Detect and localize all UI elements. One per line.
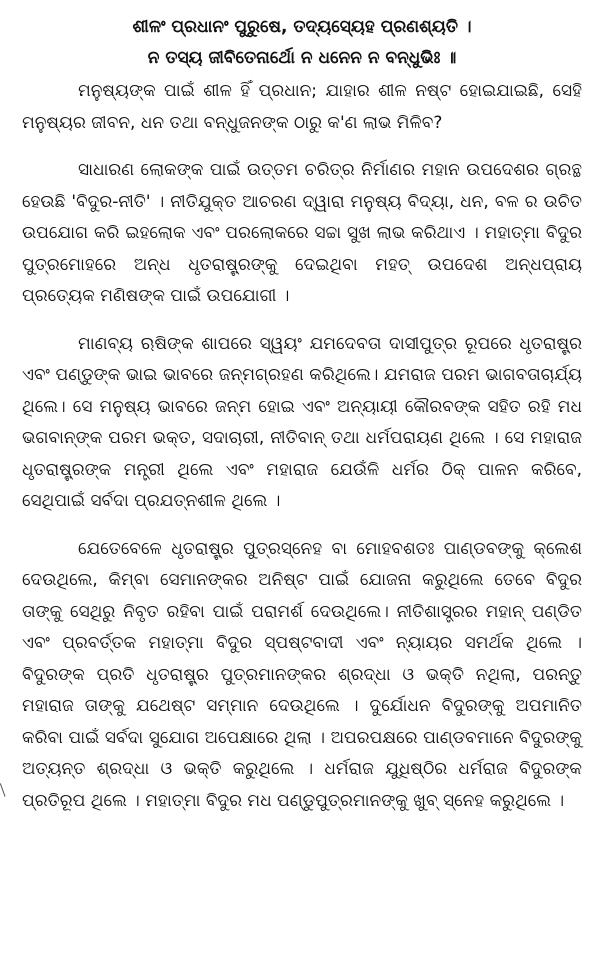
verse-line-2: ନ ତସ୍ୟ ଜୀବିତେ‌ନାର୍ଥୋ ନ ଧନେନ ନ ବନ୍ଧୁଭିଃ ॥ (147, 48, 457, 68)
paragraph-4: ଯେତେବେଳେ ଧୃତରାଷ୍ଟ୍ର ପୁତ୍ରସ୍ନେହ ବା ମୋହବଶତଃ ପାଣ୍ଡବଙ୍କୁ କ୍ଲେଶ ଦେଉଥିଲେ, କିମ୍ବା ସେମାନଙ୍କର ଅନିଷ୍ଟ ପାଇଁ ଯୋଜନା କରୁଥିଲେ ତେବେ ବିଦୁର ତାଙ୍କୁ ସେଥିରୁ ନିବୃତ ରହିବା ପାଇଁ ପରାମର୍ଶ ଦେଉଥିଲେ। ନୀତିଶାସ୍ତ୍ରର ମହାନ୍ ପଣ୍ଡିତ ଏବଂ ପ୍ରବର୍ତ୍ତକ ମହାତ୍ମା ବିଦୁର ସ୍ପଷ୍ଟବାଦୀ ଏବଂ ନ୍ୟାୟର ସମର୍ଥକ ଥିଲେ । ବିଦୁରଙ୍କ ପ୍ରତି ଧୃତରାଷ୍ଟ୍ର ପୁତ୍ରମାନଙ୍କର ଶ୍ରଦ୍ଧା ଓ ଭକ୍ତି ନଥିଲା, ପରନ୍ତୁ ମହାରାଜ ତାଙ୍କୁ ଯଥେଷ୍ଟ ସମ୍ମାନ ଦେଉଥିଲେ । ଦୁର୍ଯୋଧନ ବିଦୁରଙ୍କୁ ଅପମାନିତ କରିବା ପାଇଁ ସର୍ବଦା ସୁଯୋଗ ଅପେକ୍ଷାରେ ଥିଲା । ଅପରପକ୍ଷରେ ପାଣ୍ଡବମାନେ ବିଦୁରଙ୍କୁ ଅତ୍ୟନ୍ତ ଶ୍ରଦ୍ଧା ଓ ଭକ୍ତି କରୁଥିଲେ । ଧର୍ମରାଜ ଯୁଧିଷ୍ଠିର ଧର୍ମରାଜ ବିଦୁରଙ୍କ ପ୍ରତିରୂପ ଥିଲେ । ମହାତ୍ମା ବିଦୁର ମଧ ପଣ୍ଡୁପୁତ୍ରମାନଙ୍କୁ ଖୁବ୍ ସ୍ନେହ କରୁଥିଲେ । (22, 538, 582, 811)
verse-line-1: ଶୀଳଂ ପ୍ରଧାନଂ ପୁରୁଷେ, ତଦ୍ୟସ୍ୟେହ ପ୍ରଣଶ୍ୟତି । (132, 17, 472, 37)
margin-mark (0, 781, 11, 797)
paragraph-2: ସାଧାରଣ ଲୋକଙ୍କ ପାଇଁ ଉତ୍ତମ ଚରିତ୍ର ନିର୍ମାଣର ମହାନ ଉପଦେଶର ଗ୍ରନ୍ଥ ହେଉଛି 'ବିଦୁର-ନୀତି' । ନୀତିଯୁକ୍ତ ଆଚରଣ ଦ୍ୱାରା ମନୁଷ୍ୟ ବିଦ୍ୟା, ଧନ, ବଳ ର ଉଚିତ ଉପଯୋଗ କରି ଇହଲୋକ ଏବଂ ପରଲୋକରେ ସଚ୍ଚା ସୁଖ ଲାଭ କରିଥାଏ । ମହାତ୍ମା ବିଦୁର ପୁତ୍ରମୋହରେ ଅନ୍ଧ ଧୃତରାଷ୍ଟ୍ରଙ୍କୁ ଦେଇଥିବା ମହତ୍ ଉପଦେଶ ଅନ୍ଧପ୍ରାୟ ପ୍ରତ୍ୟେକ ମଣିଷଙ୍କ ପାଇଁ ଉପଯୋଗୀ । (22, 160, 582, 306)
paragraph-3: ମାଣବ୍ୟ ଋଷିଙ୍କ ଶାପରେ ସ୍ୱୟଂ ଯମଦେବତା ଦାସୀପୁତ୍ର ରୂପରେ ଧୃତରାଷ୍ଟ୍ର ଏବଂ ପଣ୍ଡୁଙ୍କ ଭାଇ ଭାବରେ ଜନ୍ମଗ୍ରହଣ କରିଥିଲେ। ଯମରାଜ ପରମ ଭାଗବତାଚାର୍ଯ୍ୟ ଥିଲେ। ସେ ମନୁଷ୍ୟ ଭାବରେ ଜନ୍ମ ହୋଇ ଏବଂ ଅନ୍ୟାୟୀ କୌରବଙ୍କ ସହିତ ରହି ମଧ ଭଗବାନ୍‌ଙ୍କ ପରମ ଭକ୍ତ, ସଦାଚାରୀ, ନୀତିବାନ୍ ତଥା ଧର୍ମପରାୟଣ ଥିଲେ । ସେ ମହାରାଜ ଧୃତରାଷ୍ଟ୍ରଙ୍କ ମନ୍ତ୍ରୀ ଥିଲେ ଏବଂ ମହାରାଜ ଯେଉଁଳି ଧର୍ମର ଠିକ୍ ପାଳନ କରିବେ, ସେଥିପାଇଁ ସର୍ବଦା ପ୍ରଯତ୍ନଶୀଳ ଥିଲେ । (22, 333, 582, 511)
paragraph-1: ମନୁଷ୍ୟଙ୍କ ପାଇଁ ଶୀଳ ହିଁ ପ୍ରଧାନ; ଯାହାର ଶୀଳ ନଷ୍ଟ ହୋଇଯାଇଛି, ସେହି ମନୁଷ୍ୟର ଜୀବନ, ଧନ ତଥା ବନ୍ଧୁଜନଙ୍କ ଠାରୁ କ'ଣ ଲାଭ ମିଳିବ? (22, 81, 582, 133)
